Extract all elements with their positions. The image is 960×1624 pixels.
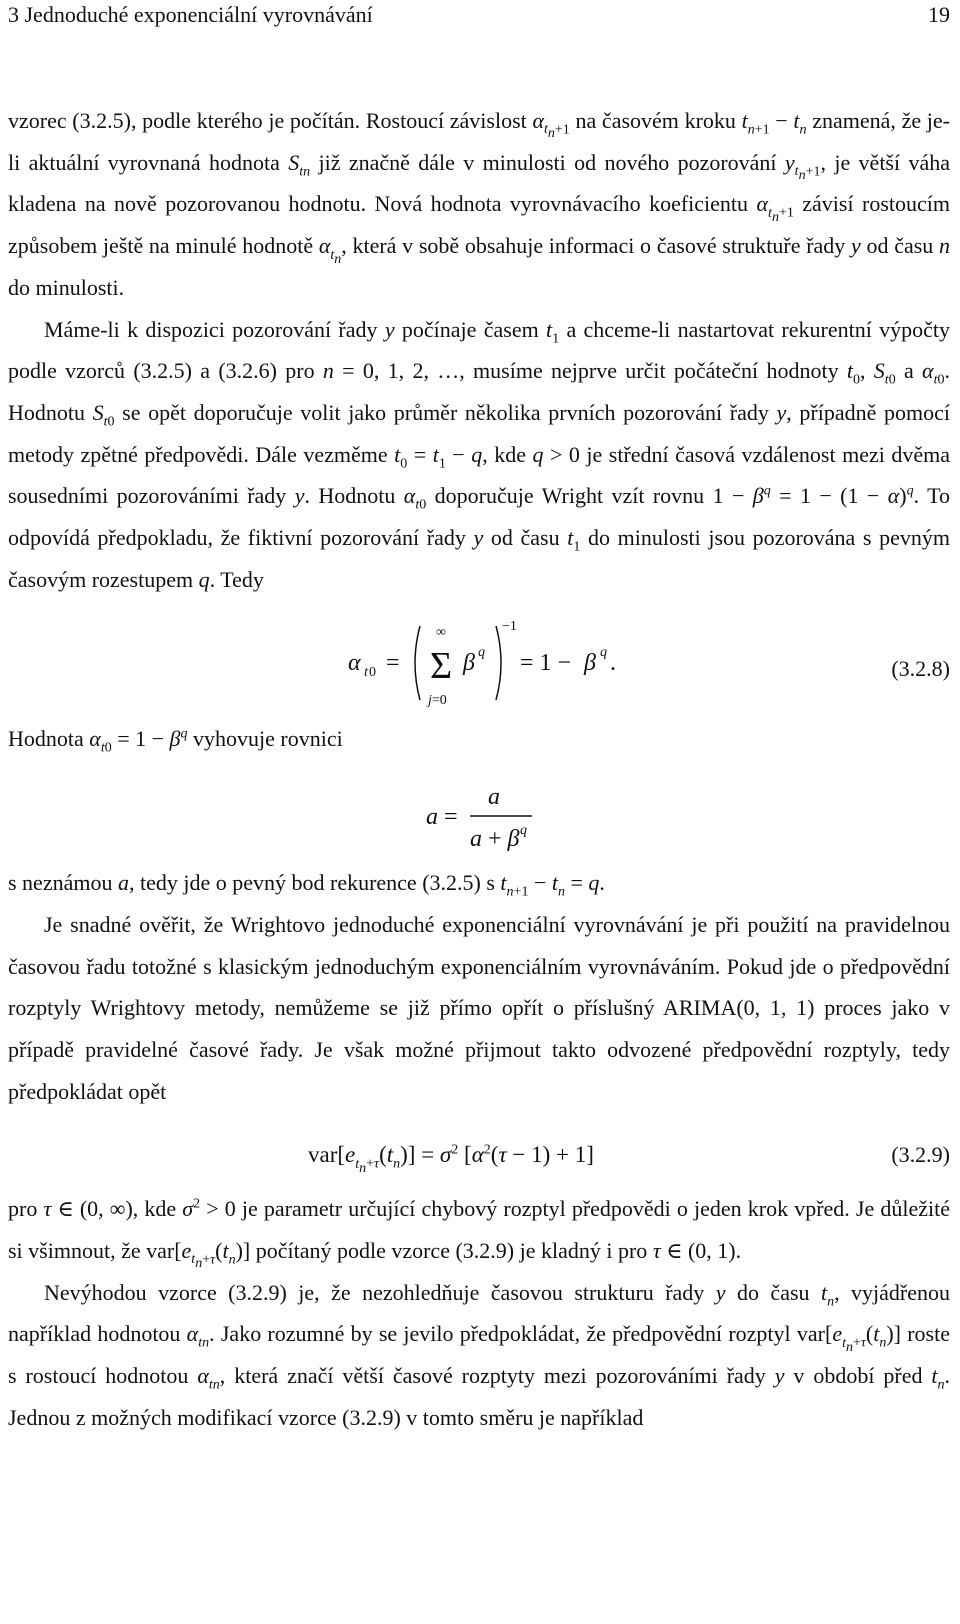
svg-text:=: = (386, 650, 400, 677)
page-header (8, 0, 950, 30)
svg-text:=: = (444, 804, 458, 831)
svg-text:∞: ∞ (436, 625, 446, 641)
equation-3-2-9 (8, 1118, 950, 1188)
equation-3-2-8 (8, 608, 950, 718)
svg-text:.: . (610, 650, 616, 677)
svg-text:α: α (348, 650, 361, 677)
paragraph-6: pro τ ∈ (0, ∞), kde $\sigma^2 > 0$ je parametr určující chybový rozptyl předpovědi o jeden krok vpřed. Je důležité si všimnout, že $var[e_{t_n+\tau}(t_n)]$ počítaný podle vzorce (3.2.9) je kladný i pro τ ∈ (0, 1). (8, 1196, 950, 1272)
svg-text:β: β (584, 650, 596, 677)
paragraph-3: Hodnota $\alpha_{t0} = 1 - \beta^q$ vyhovuje rovnici (8, 726, 343, 756)
svg-text:a: a (488, 784, 500, 811)
equation-label-3-2-8: (3.2.8) (891, 656, 950, 682)
svg-text:q: q (600, 645, 607, 661)
svg-text:a + β: a + β (470, 826, 520, 853)
svg-text:a: a (426, 804, 438, 831)
svg-text:j=0: j=0 (428, 693, 447, 709)
svg-text:−1: −1 (502, 619, 517, 635)
equation-3-2-9-text: $var[e_{t_n+\tau}(t_n)] = \sigma^2$ $[\alpha^2(\tau - 1) + 1]$ (308, 1142, 594, 1176)
svg-text:q: q (520, 823, 527, 839)
paragraph-7: Nevýhodou vzorce (3.2.9) je, že nezohledňuje časovou strukturu řady y do času $t_n$, vyjádřenou například hodnotou $\alpha_{tn}$. Jako rozumné by se jevilo předpokládat, že předpovědní rozptyl $var[e_{t_n+\tau}(t_n)]$ roste s rostoucí hodnotou $\alpha_{tn}$, která značí větší časové rozptyty mezi pozorováními řady y v období před $t_n$. Jednou z možných modifikací vzorce (3.2.9) v tomto směru je například (8, 1279, 951, 1430)
svg-text:= 1 −: = 1 − (520, 650, 572, 677)
page-number: 19 (928, 2, 950, 27)
svg-text:Σ: Σ (430, 645, 453, 688)
equation-label-3-2-9: (3.2.9) (891, 1142, 950, 1168)
equation-fixed-point-graphic (8, 766, 950, 862)
paragraph-2: Máme-li k dispozici pozorování řady y počínaje časem $t_1$ a chceme-li nastartovat rekurentní výpočty podle vzorců (3.2.5) a (3.2.6) pro n = 0, 1, 2, …, musíme nejprve určit počáteční hodnoty $t_0$, $S_{t0}$ a $\alpha_{t0}$. Hodnotu $S_{t0}$ se opět doporučuje volit jako průměr několika prvních pozorování řady y, případně pomocí metody zpětné předpovědi. Dále vezměme $t_0 = t_1 - q$, kde q > 0 je střední časová vzdálenost mezi dvěma sousedními pozorováními řady y. Hodnotu $\alpha_{t0}$ doporučuje Wright vzít rovnu $1 - \beta^q = 1 - (1 - \alpha)^q$. To odpovídá předpokladu, že fiktivní pozorování řady y od času $t_1$ do minulosti jsou pozorována s pevným časovým rozestupem q. Tedy (8, 316, 950, 592)
equation-3-2-8-graphic (8, 608, 950, 718)
paragraph-1: vzorec (3.2.5), podle kterého je počítán. Rostoucí závislost $\alpha_{t_n+1}$ na časovém kroku $t_{n+1} - t_n$ znamená, že je-li aktuální vyrovnaná hodnota $S_{tn}$ již značně dále v minulosti od nového pozorování $y_{t_n+1}$, je větší váha kladena na nově pozorovanou hodnotu. Nová hodnota vyrovnávacího koeficientu $\alpha_{t_n+1}$ závisí rostoucím způsobem ještě na minulé hodnotě $\alpha_{t_n}$, která v sobě obsahuje informaci o časové struktuře řady y od času n do minulosti. (8, 108, 951, 300)
svg-text:q: q (478, 645, 485, 661)
equation-fixed-point (8, 766, 950, 862)
text-body (8, 100, 950, 1439)
svg-text:0: 0 (369, 665, 376, 681)
chapter-title: 3 Jednoduché exponenciální vyrovnávání (8, 2, 373, 27)
svg-text:t: t (364, 665, 368, 681)
paragraph-4: s neznámou a, tedy jde o pevný bod rekurence (3.2.5) s $t_{n+1} - t_n = q$. (8, 870, 605, 900)
svg-text:β: β (463, 650, 475, 677)
paragraph-5: Je snadné ověřit, že Wrightovo jednoduché exponenciální vyrovnávání je při použití na pravidelnou časovou řadu totožné s klasickým jednoduchým exponenciálním vyrovnáváním. Pokud jde o předpovědní rozptyly Wrightovy metody, nemůžeme se již přímo opřít o příslušný ARIMA(0, 1, 1) proces jako v případě pravidelné časové řady. Je však možné přijmout takto odvozené předpovědní rozptyly, tedy předpokládat opět (8, 911, 950, 1104)
